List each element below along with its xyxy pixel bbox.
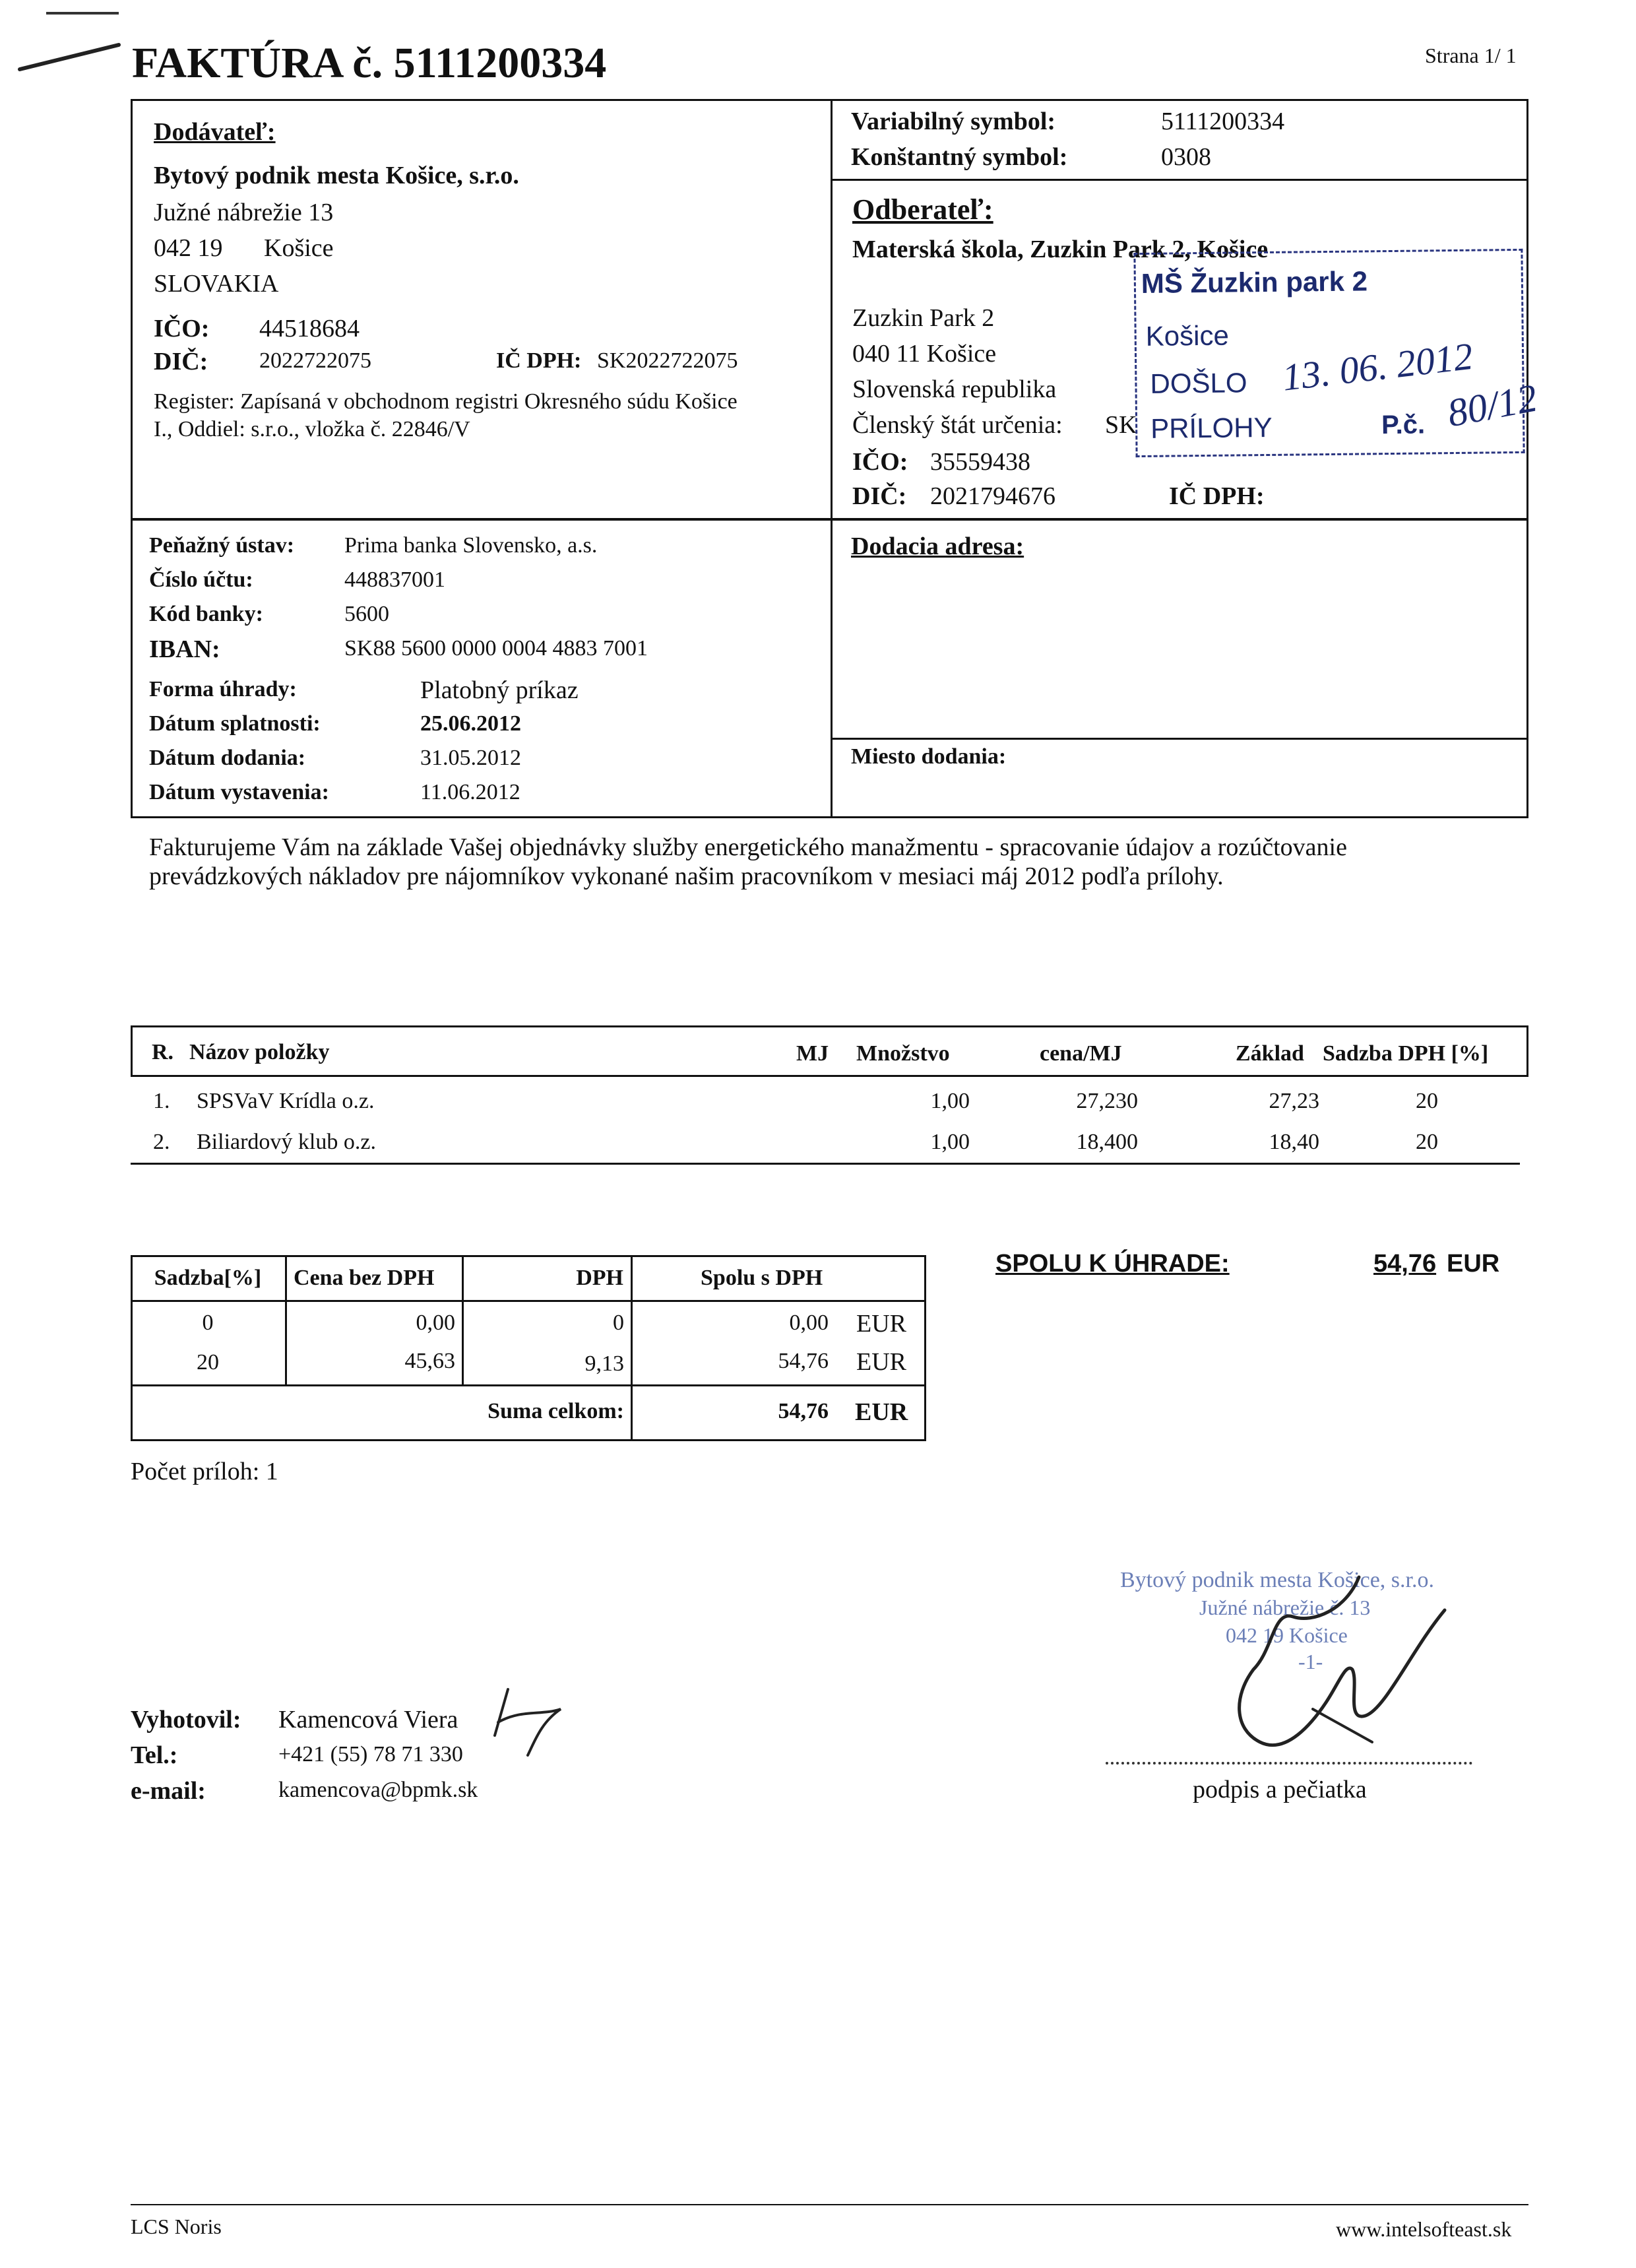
stamp-line-1: MŠ Žuzkin park 2 bbox=[1141, 265, 1368, 299]
item-price: 27,230 bbox=[1076, 1089, 1138, 1113]
iban-label: IBAN: bbox=[149, 635, 220, 663]
payment-form-label: Forma úhrady: bbox=[149, 677, 297, 701]
issuer-signature bbox=[482, 1683, 574, 1762]
item-name: SPSVaV Krídla o.z. bbox=[197, 1089, 375, 1113]
item-name: Biliardový klub o.z. bbox=[197, 1130, 376, 1154]
supplier-register-2: I., Oddiel: s.r.o., vložka č. 22846/V bbox=[154, 417, 470, 441]
customer-ico-label: IČO: bbox=[852, 448, 908, 476]
bank-box bbox=[131, 519, 833, 818]
vat-header-gross: Spolu s DPH bbox=[701, 1266, 823, 1290]
phone: +421 (55) 78 71 330 bbox=[278, 1742, 463, 1766]
item-base: 27,23 bbox=[1269, 1089, 1319, 1113]
due-date: 25.06.2012 bbox=[420, 711, 521, 736]
manager-signature bbox=[1214, 1571, 1451, 1768]
vat-currency: EUR bbox=[856, 1310, 906, 1338]
vat-header-rule bbox=[131, 1300, 926, 1302]
account-label: Číslo účtu: bbox=[149, 567, 253, 592]
footer-left: LCS Noris bbox=[131, 2215, 222, 2238]
delivery-date-label: Dátum dodania: bbox=[149, 746, 306, 770]
due-date-label: Dátum splatnosti: bbox=[149, 711, 321, 736]
items-header-qty: Množstvo bbox=[856, 1041, 950, 1066]
customer-member-label: Členský štát určenia: bbox=[852, 411, 1063, 439]
company-stamp-line-1: Bytový podnik mesta Košice, s.r.o. bbox=[1120, 1568, 1434, 1592]
stamp-pc-label: P.č. bbox=[1381, 410, 1426, 440]
issue-date: 11.06.2012 bbox=[420, 780, 520, 804]
signature-dotted-line bbox=[1106, 1762, 1472, 1765]
customer-member-value: SK bbox=[1105, 411, 1137, 439]
supplier-zip: 042 19 bbox=[154, 234, 223, 262]
supplier-icdph-label: IČ DPH: bbox=[496, 348, 582, 373]
issue-date-label: Dátum vystavenia: bbox=[149, 780, 329, 804]
total-due-currency: EUR bbox=[1447, 1250, 1500, 1278]
vat-gross: 0,00 bbox=[789, 1311, 829, 1335]
invoice-title: FAKTÚRA č. 5111200334 bbox=[132, 39, 607, 87]
item-rate: 20 bbox=[1416, 1089, 1438, 1113]
items-header-box bbox=[131, 1025, 1528, 1077]
vat-total: 54,76 bbox=[778, 1399, 829, 1423]
footer-rule bbox=[131, 2204, 1528, 2205]
vat-header-vat: DPH bbox=[576, 1266, 623, 1290]
vat-net: 0,00 bbox=[416, 1311, 455, 1335]
vat-amount: 0 bbox=[613, 1311, 624, 1335]
customer-ico: 35559438 bbox=[930, 448, 1030, 476]
item-qty: 1,00 bbox=[930, 1130, 970, 1154]
constant-symbol: 0308 bbox=[1161, 143, 1211, 171]
items-header-price: cena/MJ bbox=[1040, 1041, 1122, 1066]
vat-rate: 20 bbox=[197, 1350, 219, 1375]
email-label: e-mail: bbox=[131, 1777, 206, 1805]
item-qty: 1,00 bbox=[930, 1089, 970, 1113]
customer-dic: 2021794676 bbox=[930, 482, 1055, 510]
items-header-rate: Sadzba DPH [%] bbox=[1323, 1041, 1489, 1066]
supplier-street: Južné nábrežie 13 bbox=[154, 199, 334, 226]
items-header-name: Názov položky bbox=[189, 1040, 330, 1064]
vat-currency: EUR bbox=[856, 1348, 906, 1376]
iban: SK88 5600 0000 0004 4883 7001 bbox=[344, 636, 648, 661]
item-base: 18,40 bbox=[1269, 1130, 1319, 1154]
footer-right: www.intelsofteast.sk bbox=[1336, 2217, 1512, 2241]
received-stamp bbox=[1133, 249, 1541, 457]
payment-form: Platobný príkaz bbox=[420, 676, 579, 704]
supplier-dic-label: DIČ: bbox=[154, 348, 208, 375]
bank-code: 5600 bbox=[344, 602, 389, 626]
company-stamp-line-4: -1- bbox=[1298, 1650, 1323, 1673]
vat-total-label: Suma celkom: bbox=[488, 1399, 624, 1423]
scan-mark bbox=[7, 7, 125, 79]
customer-heading: Odberateľ: bbox=[852, 193, 993, 226]
company-stamp-line-2: Južné nábrežie č. 13 bbox=[1199, 1596, 1371, 1619]
supplier-register-1: Register: Zapísaná v obchodnom registri Okresného súdu Košice bbox=[154, 389, 738, 414]
items-header-base: Základ bbox=[1236, 1041, 1304, 1066]
items-header-r: R. bbox=[152, 1040, 174, 1064]
delivery-place-label: Miesto dodania: bbox=[851, 744, 1007, 769]
stamp-pc-handwritten: 80/12 bbox=[1443, 375, 1541, 436]
email: kamencova@bpmk.sk bbox=[278, 1778, 478, 1802]
constant-symbol-label: Konštantný symbol: bbox=[851, 143, 1068, 171]
signature-label: podpis a pečiatka bbox=[1193, 1776, 1367, 1803]
supplier-city: Košice bbox=[264, 234, 334, 262]
delivery-address-heading: Dodacia adresa: bbox=[851, 533, 1024, 560]
symbols-divider bbox=[831, 179, 1528, 181]
vat-header-rate: Sadzba[%] bbox=[154, 1266, 262, 1290]
stamp-line-4: PRÍLOHY bbox=[1150, 411, 1273, 444]
supplier-name: Bytový podnik mesta Košice, s.r.o. bbox=[154, 162, 519, 189]
supplier-heading: Dodávateľ: bbox=[154, 118, 276, 146]
customer-zip-city: 040 11 Košice bbox=[852, 340, 997, 368]
delivery-box bbox=[831, 519, 1528, 818]
vat-total-rule bbox=[131, 1384, 926, 1386]
stamp-line-3: DOŠLO bbox=[1150, 367, 1247, 399]
account-number: 448837001 bbox=[344, 567, 445, 592]
supplier-ico-label: IČO: bbox=[154, 315, 210, 342]
total-due-amount: 54,76 bbox=[1373, 1250, 1437, 1278]
customer-icdph-label: IČ DPH: bbox=[1169, 482, 1265, 510]
stamp-date-handwritten: 13. 06. 2012 bbox=[1280, 334, 1475, 399]
vat-rate: 0 bbox=[202, 1311, 214, 1335]
bank-code-label: Kód banky: bbox=[149, 602, 263, 626]
item-r: 2. bbox=[153, 1130, 170, 1154]
items-table-bottom-rule bbox=[131, 1163, 1520, 1165]
delivery-divider bbox=[831, 738, 1528, 740]
supplier-icdph: SK2022722075 bbox=[597, 348, 738, 373]
delivery-date: 31.05.2012 bbox=[420, 746, 521, 770]
variable-symbol: 5111200334 bbox=[1161, 108, 1285, 135]
bank-name: Prima banka Slovensko, a.s. bbox=[344, 533, 598, 558]
item-rate: 20 bbox=[1416, 1130, 1438, 1154]
stamp-line-2: Košice bbox=[1145, 319, 1230, 352]
description-line-1: Fakturujeme Vám na základe Vašej objednávky služby energetického manažmentu - spracovanie údajov a rozúčtovanie bbox=[149, 833, 1347, 861]
supplier-dic: 2022722075 bbox=[259, 348, 371, 373]
bank-label: Peňažný ústav: bbox=[149, 533, 295, 558]
description-line-2: prevádzkových nákladov pre nájomníkov vykonané našim pracovníkom v mesiaci máj 2012 podľa prílohy. bbox=[149, 862, 1224, 890]
issued-by: Kamencová Viera bbox=[278, 1706, 458, 1733]
items-header-mj: MJ bbox=[796, 1041, 829, 1066]
customer-dic-label: DIČ: bbox=[852, 482, 907, 510]
vat-net: 45,63 bbox=[404, 1349, 455, 1373]
item-price: 18,400 bbox=[1076, 1130, 1138, 1154]
customer-country: Slovenská republika bbox=[852, 375, 1057, 403]
attachments-count: Počet príloh: 1 bbox=[131, 1458, 278, 1485]
issued-by-label: Vyhotovil: bbox=[131, 1706, 241, 1733]
company-stamp-line-3: 042 19 Košice bbox=[1226, 1623, 1348, 1647]
page-number: Strana 1/ 1 bbox=[1425, 44, 1517, 67]
supplier-ico: 44518684 bbox=[259, 315, 360, 342]
vat-gross: 54,76 bbox=[778, 1349, 829, 1373]
vat-header-net: Cena bez DPH bbox=[294, 1266, 435, 1290]
vat-total-currency: EUR bbox=[855, 1398, 908, 1426]
total-due-label: SPOLU K ÚHRADE: bbox=[995, 1250, 1230, 1278]
customer-name: Materská škola, Zuzkin Park 2, Košice bbox=[852, 236, 1269, 263]
item-r: 1. bbox=[153, 1089, 170, 1113]
customer-street: Zuzkin Park 2 bbox=[852, 304, 995, 332]
variable-symbol-label: Variabilný symbol: bbox=[851, 108, 1056, 135]
supplier-country: SLOVAKIA bbox=[154, 270, 279, 298]
vat-amount: 9,13 bbox=[584, 1351, 624, 1376]
phone-label: Tel.: bbox=[131, 1741, 178, 1769]
